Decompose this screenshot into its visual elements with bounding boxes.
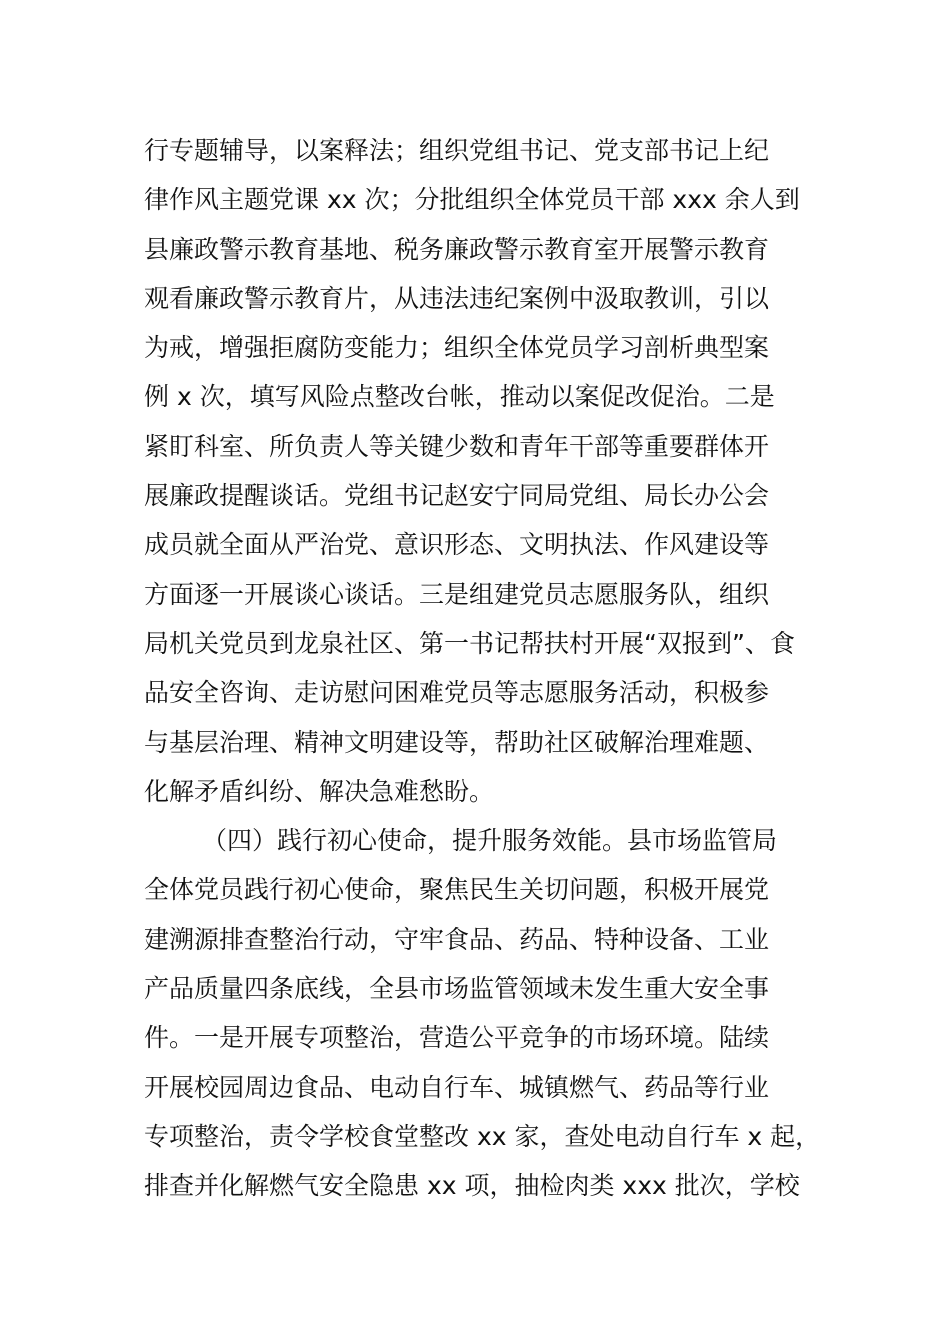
text-line: 专项整治，责令学校食堂整改 xx 家，查处电动自行车 x 起， (144, 1121, 821, 1151)
text-line: 方面逐一开展谈心谈话。三是组建党员志愿服务队，组织 (144, 579, 770, 609)
text-line: 开展校园周边食品、电动自行车、城镇燃气、药品等行业 (144, 1072, 770, 1102)
paragraph-2 (144, 816, 844, 1210)
text-line: 为戒，增强拒腐防变能力；组织全体党员学习剖析典型案 (144, 333, 770, 363)
text-line: 成员就全面从严治党、意识形态、文明执法、作风建设等 (144, 530, 770, 560)
text-line: 排查并化解燃气安全隐患 xx 项，抽检肉类 xxx 批次，学校 (144, 1171, 800, 1201)
text-line: 品安全咨询、走访慰问困难党员等志愿服务活动，积极参 (144, 678, 770, 708)
text-line: 观看廉政警示教育片，从违法违纪案例中汲取教训，引以 (144, 283, 770, 313)
section-heading-line: （四）践行初心使命，提升服务效能。县市场监管局 (202, 826, 778, 856)
text-line: 件。一是开展专项整治，营造公平竞争的市场环境。陆续 (144, 1023, 770, 1053)
text-line: 产品质量四条底线，全县市场监管领域未发生重大安全事 (144, 974, 770, 1004)
text-line: 县廉政警示教育基地、税务廉政警示教育室开展警示教育 (144, 234, 770, 264)
text-line: 紧盯科室、所负责人等关键少数和青年干部等重要群体开 (144, 431, 770, 461)
text-line: 全体党员践行初心使命，聚焦民生关切问题，积极开展党 (144, 875, 770, 905)
paragraph-1 (144, 126, 844, 816)
text-line: 建溯源排查整治行动，守牢食品、药品、特种设备、工业 (144, 924, 770, 954)
text-line: 律作风主题党课 xx 次；分批组织全体党员干部 xxx 余人到 (144, 185, 800, 215)
text-line: 化解矛盾纠纷、解决急难愁盼。 (144, 776, 495, 806)
text-line: 与基层治理、精神文明建设等，帮助社区破解治理难题、 (144, 727, 770, 757)
text-line: 展廉政提醒谈话。党组书记赵安宁同局党组、局长办公会 (144, 481, 770, 511)
text-line: 例 x 次，填写风险点整改台帐，推动以案促改促治。二是 (144, 382, 775, 412)
document-body (144, 126, 844, 1211)
text-line: 局机关党员到龙泉社区、第一书记帮扶村开展“双报到”、食 (144, 628, 795, 658)
text-line: 行专题辅导，以案释法；组织党组书记、党支部书记上纪 (144, 136, 770, 165)
